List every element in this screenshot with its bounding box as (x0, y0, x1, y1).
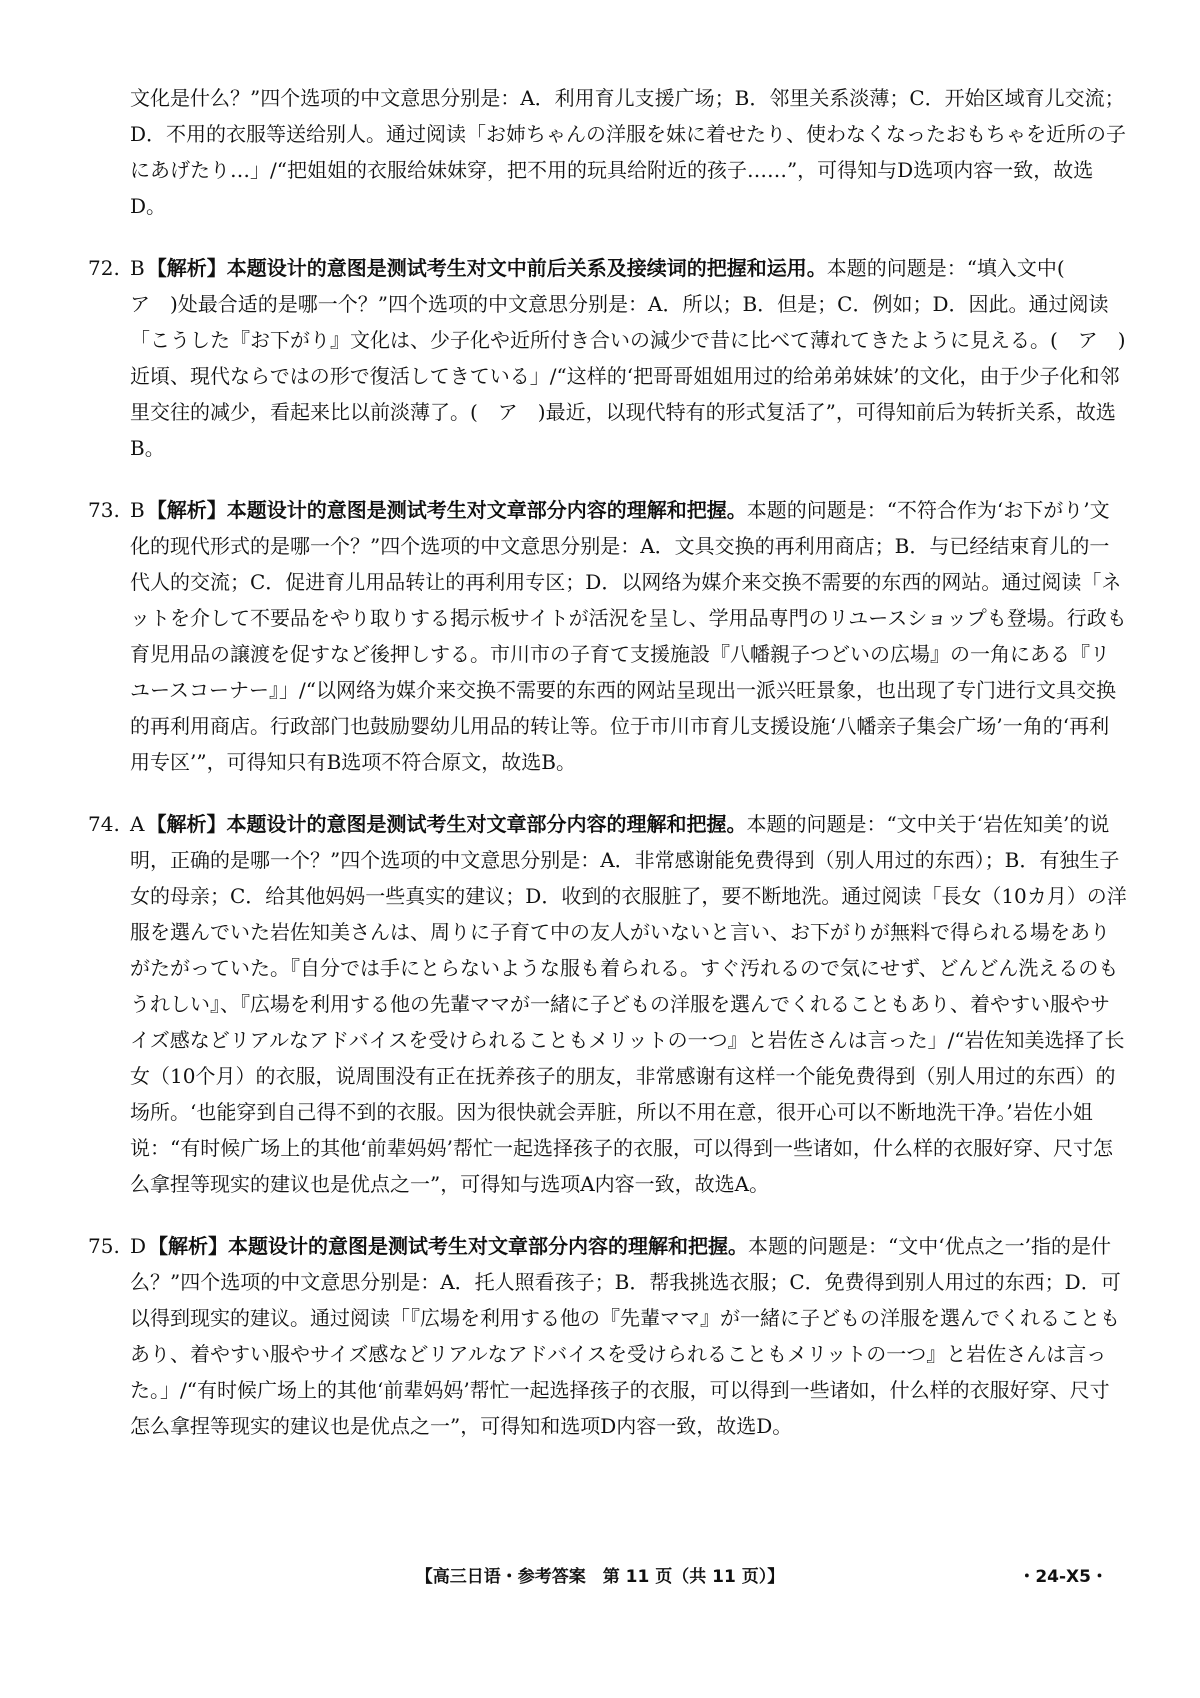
design-intent: 本题设计的意图是测试考生对文章部分内容的理解和把握。 (226, 498, 747, 522)
explanation-body: 本题的问题是：“文中关于‘岩佐知美’的说明，正确的是哪一个？”四个选项的中文意思分别是：A．非常感谢能免费得到（别人用过的东西）；B．有独生子女的母亲；C．给其他妈妈一些真实的建议；D．收到的衣服脏了，要不断地洗。通过阅读「長女（10カ月）の洋服を選んでいた岩佐知美さんは、周りに子育て中の友人がいないと言い、お下がりが無料で得られる場をありがたがっていた。『自分では手にとらないような服も着られる。すぐ汚れるので気にせず、どんどん洗えるのもうれしい』、『広場を利用する他の先輩ママが一緒に子どもの洋服を選んでくれることもあり、着やすい服やサイズ感などリアルなアドバイスを受けられることもメリットの一つ』と岩佐さんは言った」/“岩佐知美选择了长女（10个月）的衣服，说周围没有正在抚养孩子的朋友，非常感谢有这样一个能免费得到（别人用过的东西）的场所。‘也能穿到自己得不到的衣服。因为很快就会弄脏，所以不用在意，很开心可以不断地洗干净。’岩佐小姐说：“有时候广场上的其他‘前辈妈妈’帮忙一起选择孩子的衣服，可以得到一些诸如，什么样的衣服好穿、尺寸怎么拿捏等现实的建议也是优点之一”，可得知与选项A内容一致，故选A。 (130, 812, 1127, 1196)
answer-letter: A (130, 812, 145, 836)
analysis-label: 【解析】 (146, 812, 227, 836)
continuation-text: 文化是什么？”四个选项的中文意思分别是：A．利用育儿支援广场；B．邻里关系淡薄；C．开始区域育儿交流；D．不用的衣服等送给别人。通过阅读「お姉ちゃんの洋服を妹に着せたり、使わなくなったおもちゃを近所の子にあげたり…」/“把姐姐的衣服给妹妹穿，把不用的玩具给附近的孩子……”，可得知与D选项内容一致，故选D。 (130, 86, 1127, 218)
design-intent: 本题设计的意图是测试考生对文章部分内容的理解和把握。 (228, 1234, 749, 1258)
explanation-body: 本题的问题是：“文中‘优点之一’指的是什么？”四个选项的中文意思分别是：A．托人照看孩子；B．帮我挑选衣服；C．免费得到别人用过的东西；D．可以得到现实的建议。通过阅读「『広場を利用する他の『先輩ママ』が一緒に子どもの洋服を選んでくれることもあり、着やすい服やサイズ感などリアルなアドバイスを受けられることもメリットの一つ』と岩佐さんは言った。」/“有时候广场上的其他‘前辈妈妈’帮忙一起选择孩子的衣服，可以得到一些诸如，什么样的衣服好穿、尺寸怎么拿捏等现实的建议也是优点之一”，可得知和选项D内容一致，故选D。 (130, 1234, 1121, 1438)
footer-page-info: 【高三日语・参考答案 第 11 页（共 11 页）】 (415, 1567, 785, 1587)
question-number: 75. (88, 1234, 120, 1258)
page-footer (0, 1562, 1200, 1592)
answer-explanations (88, 80, 1128, 1470)
explanation-body: 本题的问题是：“填入文中( ア )处最合适的是哪一个？”四个选项的中文意思分别是：A．所以；B．但是；C．例如；D．因此。通过阅读「こうした『お下がり』文化は、少子化や近所付き合いの減少で昔に比べて薄れてきたように見える。( ア )近頃、現代ならではの形で復活してきている」/“这样的‘把哥哥姐姐用过的给弟弟妹妹’的文化，由于少子化和邻里交往的减少，看起来比以前淡薄了。( ア )最近，以现代特有的形式复活了”，可得知前后为转折关系，故选B。 (130, 256, 1126, 460)
question-number: 72. (88, 256, 120, 280)
footer-code: ・24-X5・ (1018, 1567, 1108, 1587)
answer-letter: B (130, 256, 145, 280)
question-number: 74. (88, 812, 120, 836)
analysis-label: 【解析】 (148, 1234, 229, 1258)
explanation-body: 本题的问题是：“不符合作为‘お下がり’文化的现代形式的是哪一个？”四个选项的中文意思分别是：A．文具交换的再利用商店；B．与已经结束育儿的一代人的交流；C．促进育儿用品转让的再利用专区；D．以网络为媒介来交换不需要的东西的网站。通过阅读「ネットを介して不要品をやり取りする掲示板サイトが活況を呈し、学用品専門のリユースショップも登場。行政も育児用品の譲渡を促すなど後押しする。市川市の子育て支援施設『八幡親子つどいの広場』の一角にある『リユースコーナー』」/“以网络为媒介来交换不需要的东西的网站呈现出一派兴旺景象，也出现了专门进行文具交换的再利用商店。行政部门也鼓励婴幼儿用品的转让等。位于市川市育儿支援设施‘八幡亲子集会广场’一角的‘再利用专区’”，可得知只有B选项不符合原文，故选B。 (130, 498, 1127, 774)
explanation-item-73 (88, 492, 1128, 780)
explanation-item-75 (88, 1228, 1128, 1444)
design-intent: 本题设计的意图是测试考生对文中前后关系及接续词的把握和运用。 (226, 256, 827, 280)
explanation-item-72 (88, 250, 1128, 466)
continuation-paragraph (130, 80, 1128, 224)
analysis-label: 【解析】 (146, 256, 227, 280)
analysis-label: 【解析】 (146, 498, 227, 522)
design-intent: 本题设计的意图是测试考生对文章部分内容的理解和把握。 (226, 812, 747, 836)
question-number: 73. (88, 498, 120, 522)
answer-letter: D (130, 1234, 147, 1258)
answer-letter: B (130, 498, 145, 522)
explanation-item-74 (88, 806, 1128, 1202)
